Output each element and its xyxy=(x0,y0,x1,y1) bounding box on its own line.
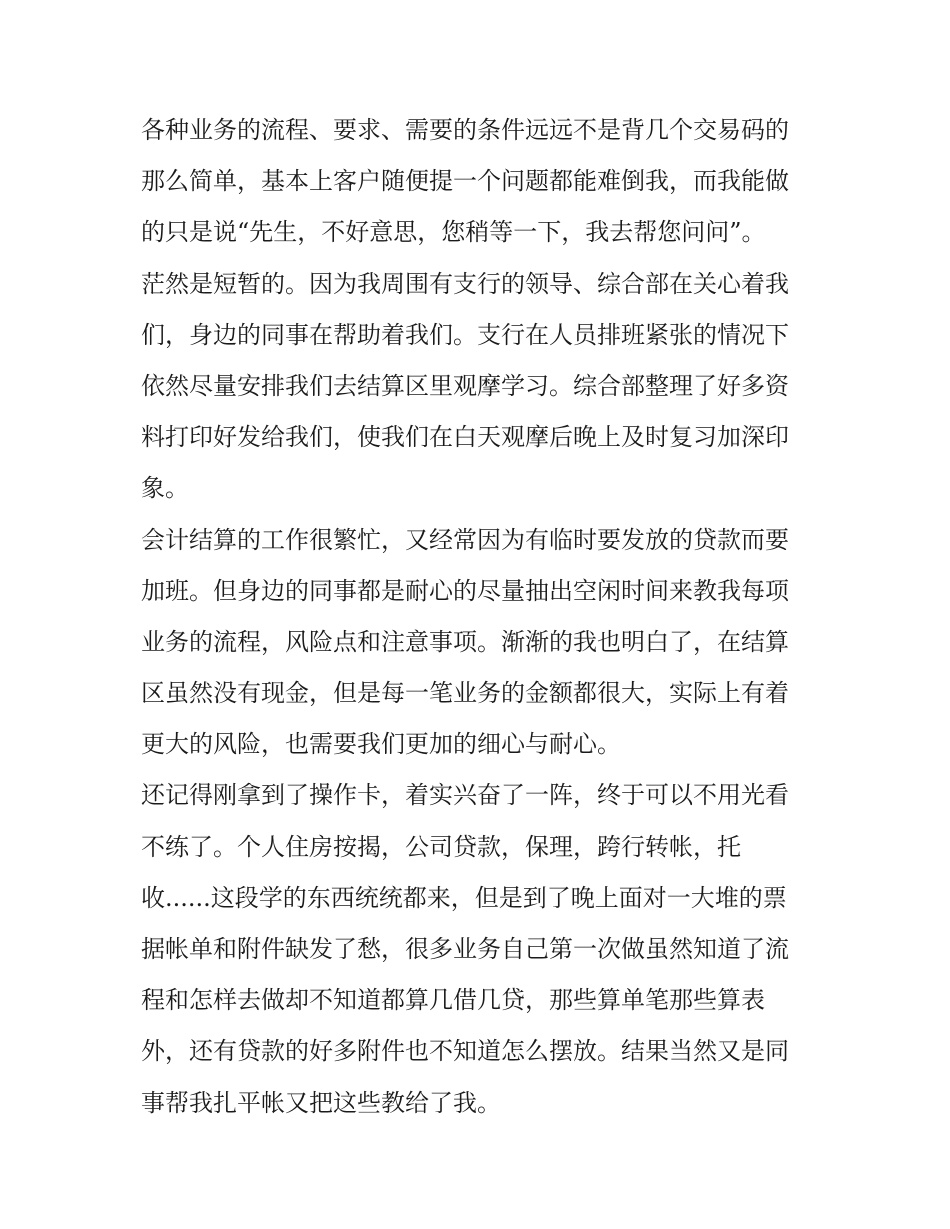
text-line: 的只是说“先生，不好意思，您稍等一下，我去帮您问问”。 xyxy=(141,218,766,247)
text-line: 更大的风险，也需要我们更加的细心与耐心。 xyxy=(141,730,621,759)
text-line: 据帐单和附件缺发了愁，很多业务自己第一次做虽然知道了流 xyxy=(141,935,789,963)
text-line: 事帮我扎平帐又把这些教给了我。 xyxy=(141,1088,501,1117)
body-text xyxy=(141,105,821,1129)
text-line: 各种业务的流程、要求、需要的条件远远不是背几个交易码的 xyxy=(141,116,789,144)
text-line: 茫然是短暂的。因为我周围有支行的领导、综合部在关心着我 xyxy=(141,269,789,298)
text-line: 会计结算的工作很繁忙，又经常因为有临时要发放的贷款而要 xyxy=(141,525,789,554)
text-line: 加班。但身边的同事都是耐心的尽量抽出空闲时间来教我每项 xyxy=(141,576,789,605)
text-line: 依然尽量安排我们去结算区里观摩学习。综合部整理了好多资 xyxy=(141,371,789,400)
text-line: 还记得刚拿到了操作卡，着实兴奋了一阵，终于可以不用光看 xyxy=(141,781,789,810)
text-line: 象。 xyxy=(141,474,189,503)
text-line: 外，还有贷款的好多附件也不知道怎么摆放。结果当然又是同 xyxy=(141,1037,789,1066)
text-line: 们，身边的同事在帮助着我们。支行在人员排班紧张的情况下 xyxy=(141,320,789,349)
text-line: 不练了。个人住房按揭，公司贷款，保理，跨行转帐，托 xyxy=(141,832,741,861)
text-line: 程和怎样去做却不知道都算几借几贷，那些算单笔那些算表 xyxy=(141,986,765,1015)
text-line: 那么简单，基本上客户随便提一个问题都能难倒我，而我能做 xyxy=(141,167,789,196)
text-line: 料打印好发给我们，使我们在白天观摩后晚上及时复习加深印 xyxy=(141,423,789,452)
text-line: 业务的流程，风险点和注意事项。渐渐的我也明白了，在结算 xyxy=(141,627,789,656)
text-line: 收......这段学的东西统统都来，但是到了晚上面对一大堆的票 xyxy=(141,883,787,912)
text-line: 区虽然没有现金，但是每一笔业务的金额都很大，实际上有着 xyxy=(141,679,789,708)
